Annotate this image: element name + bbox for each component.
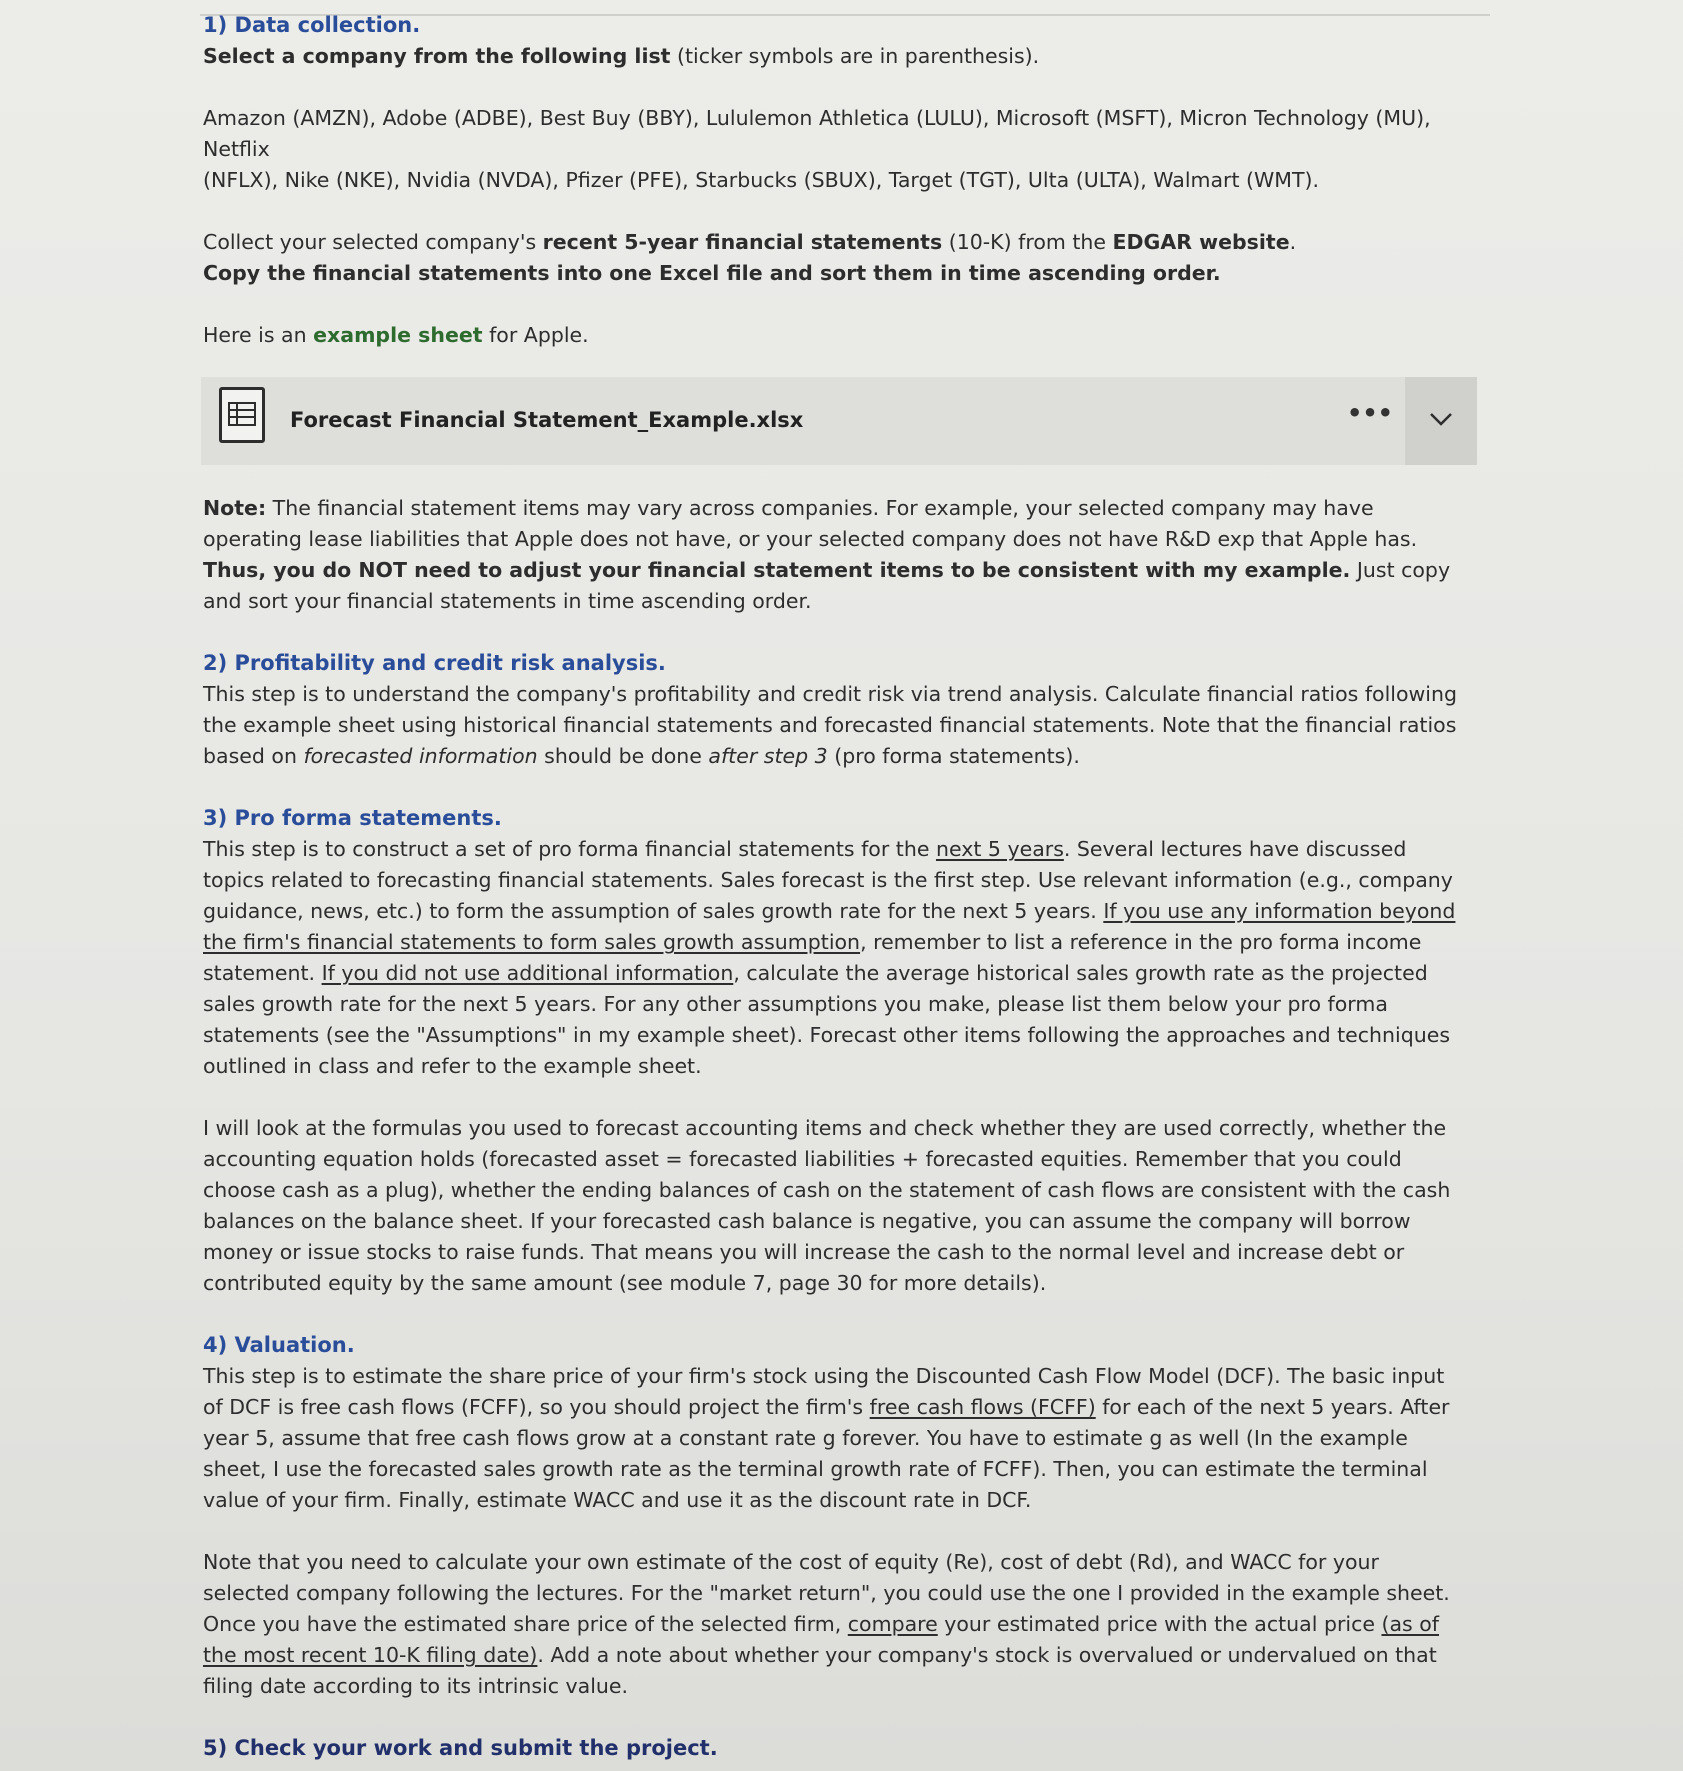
collect-b: recent 5-year financial statements bbox=[542, 230, 943, 254]
s2-em2: after step 3 bbox=[708, 744, 828, 768]
example-sheet-link[interactable]: example sheet bbox=[313, 323, 483, 347]
example-b: for Apple. bbox=[482, 323, 589, 347]
s4-p2-a: Note that you need to calculate your own estimate of the cost of equity (Re), cost of debt (Rd), and WACC for your selected company following the lectures. For the "market return", you could use the one I provided in the example sheet. Once you have the estimated share price of the selected firm, bbox=[203, 1550, 1450, 1636]
s4-p2-u2: (as of the most recent 10-K filing date) bbox=[203, 1612, 1440, 1667]
example-sheet-line bbox=[203, 320, 1465, 351]
copy-instruction bbox=[203, 258, 1465, 289]
note-c: Just copy and sort your financial statements in time ascending order. bbox=[203, 558, 1451, 613]
section-3-heading: 3) Pro forma statements. bbox=[203, 806, 502, 830]
file-attachment[interactable] bbox=[201, 377, 1477, 465]
section-4-paragraph-2 bbox=[203, 1547, 1465, 1702]
section-4-paragraph-1 bbox=[203, 1361, 1465, 1516]
note-label: Note: bbox=[203, 496, 267, 520]
assignment-content bbox=[203, 10, 1465, 1764]
section-2-text bbox=[203, 679, 1465, 772]
company-list-line-1: Amazon (AMZN), Adobe (ADBE), Best Buy (BBY), Lululemon Athletica (LULU), Microsoft (MSFT), Micron Technology (MU), Netflix bbox=[203, 106, 1431, 161]
note-a: The financial statement items may vary across companies. For example, your selected company may have operating lease liabilities that Apple does not have, or your selected company does not have R&D exp that Apple has. bbox=[203, 496, 1418, 551]
more-options-icon[interactable]: ••• bbox=[1347, 399, 1394, 427]
s4-p2-c: . Add a note about whether your company's stock is overvalued or undervalued on that filing date according to its intrinsic value. bbox=[203, 1643, 1437, 1698]
s3-d: , calculate the average historical sales growth rate as the projected sales growth rate for the next 5 years. For any other assumptions you make, please list them below your pro forma statements (see the "Assumptions" in my example sheet). Forecast other items following the approaches and techniques outlined in class and refer to the example sheet. bbox=[203, 961, 1451, 1078]
example-a: Here is an bbox=[203, 323, 314, 347]
collect-instruction bbox=[203, 227, 1465, 258]
note-paragraph bbox=[203, 493, 1465, 617]
s4-a: This step is to estimate the share price of your firm's stock using the Discounted Cash Flow Model (DCF). The basic input of DCF is free cash flows (FCFF), so you should project the firm's bbox=[203, 1364, 1445, 1419]
s4-p2-u1: compare bbox=[847, 1612, 938, 1636]
select-company-rest: (ticker symbols are in parenthesis). bbox=[670, 44, 1040, 68]
s3-a: This step is to construct a set of pro forma financial statements for the bbox=[203, 837, 936, 861]
expand-button[interactable] bbox=[1405, 377, 1477, 465]
section-2-heading: 2) Profitability and credit risk analysis. bbox=[203, 651, 666, 675]
copy-line: Copy the financial statements into one Excel file and sort them in time ascending order. bbox=[203, 261, 1221, 285]
s2-em1: forecasted information bbox=[303, 744, 538, 768]
collect-a: Collect your selected company's bbox=[203, 230, 543, 254]
s2-c: (pro forma statements). bbox=[827, 744, 1080, 768]
section-3-paragraph-1 bbox=[203, 834, 1465, 1082]
s2-b: should be done bbox=[537, 744, 709, 768]
edgar-website-link[interactable]: EDGAR website bbox=[1112, 230, 1290, 254]
s3-u2: If you use any information beyond the firm's financial statements to form sales growth assumption bbox=[203, 899, 1456, 954]
s4-p2-b: your estimated price with the actual price bbox=[937, 1612, 1382, 1636]
section-3-paragraph-2: I will look at the formulas you used to forecast accounting items and check whether they are used correctly, whether the accounting equation holds (forecasted asset = forecasted liabilities + forecasted equities. Remember that you could choose cash as a plug), whether the ending balances of cash on the statement of cash flows are consistent with the cash balances on the balance sheet. If your forecasted cash balance is negative, you can assume the company will borrow money or issue stocks to raise funds. That means you will increase the cash to the normal level and increase debt or contributed equity by the same amount (see module 7, page 30 for more details). bbox=[203, 1116, 1451, 1295]
s3-u1: next 5 years bbox=[935, 837, 1064, 861]
s2-a: This step is to understand the company's profitability and credit risk via trend analysis. Calculate financial ratios following the example sheet using historical financial statements and forecasted financial statements. Note that the financial ratios based on bbox=[203, 682, 1457, 768]
section-4-heading: 4) Valuation. bbox=[203, 1333, 355, 1357]
file-name[interactable]: Forecast Financial Statement_Example.xlsx bbox=[290, 408, 804, 432]
section-5-heading: 5) Check your work and submit the project. bbox=[203, 1736, 718, 1760]
collect-e: . bbox=[1289, 230, 1297, 254]
section-1-heading: 1) Data collection. bbox=[203, 13, 421, 37]
company-list-line-2: (NFLX), Nike (NKE), Nvidia (NVDA), Pfizer (PFE), Starbucks (SBUX), Target (TGT), Ulta (ULTA), Walmart (WMT). bbox=[203, 168, 1320, 192]
s3-c: , remember to list a reference in the pro forma income statement. bbox=[203, 930, 1422, 985]
s4-u: free cash flows (FCFF) bbox=[869, 1395, 1096, 1419]
select-company-bold: Select a company from the following list bbox=[203, 44, 671, 68]
collect-c: (10-K) from the bbox=[942, 230, 1113, 254]
spreadsheet-file-icon bbox=[219, 387, 265, 443]
chevron-down-icon bbox=[1429, 411, 1453, 427]
s3-b: . Several lectures have discussed topics related to forecasting financial statements. Sales forecast is the first step. Use relevant information (e.g., company guidance, news, etc.) to form the assumption of sales growth rate for the next 5 years. bbox=[203, 837, 1453, 923]
select-company-instruction bbox=[203, 41, 1465, 72]
s4-b: for each of the next 5 years. After year 5, assume that free cash flows grow at a constant rate g forever. You have to estimate g as well (In the example sheet, I use the forecasted sales growth rate as the terminal growth rate of FCFF). Then, you can estimate the terminal value of your firm. Finally, estimate WACC and use it as the discount rate in DCF. bbox=[203, 1395, 1450, 1512]
s3-u3: If you did not use additional information bbox=[321, 961, 734, 985]
note-b: Thus, you do NOT need to adjust your financial statement items to be consistent with my example. bbox=[203, 558, 1351, 582]
